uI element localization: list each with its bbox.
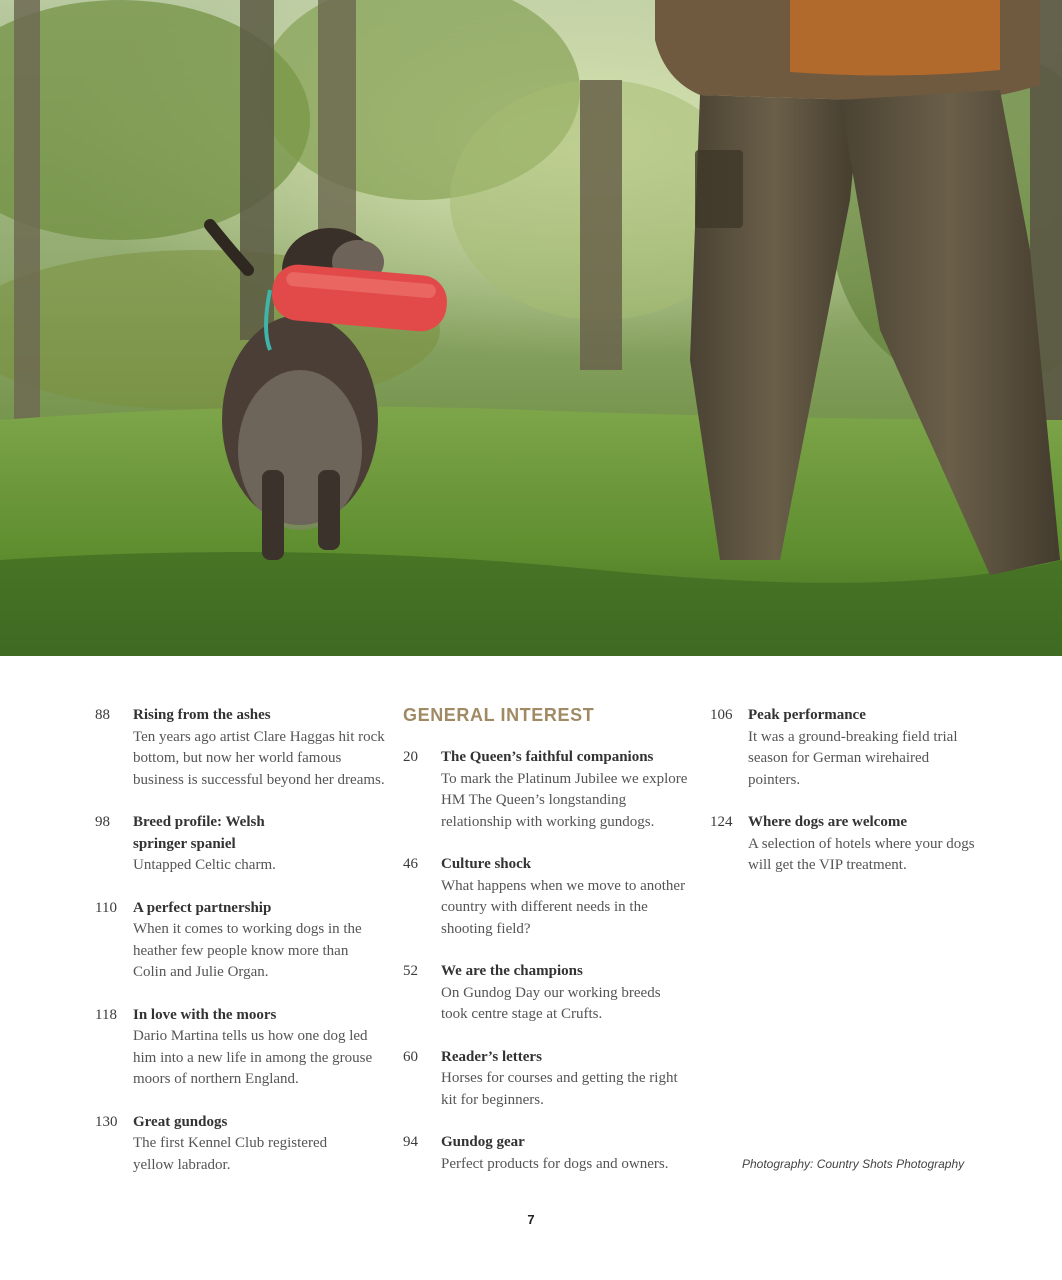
page-ref: 124 — [710, 814, 733, 830]
article-summary: Horses for courses and getting the right kit for beginners. — [441, 1070, 678, 1108]
contents-entry[interactable] — [95, 1005, 385, 1091]
contents-entry[interactable] — [710, 812, 990, 877]
contents-entry[interactable] — [403, 854, 688, 940]
page-ref: 106 — [710, 707, 733, 723]
article-summary: On Gundog Day our working breeds took centre stage at Crufts. — [441, 984, 661, 1022]
article-title: Gundog gear — [441, 1134, 525, 1150]
article-title: Breed profile: Welsh springer spaniel — [133, 814, 265, 852]
section-heading: GENERAL INTEREST — [403, 705, 595, 725]
page-ref: 118 — [95, 1006, 117, 1023]
page-ref: 20 — [403, 749, 418, 765]
page-ref: 88 — [95, 707, 110, 723]
article-title: Great gundogs — [133, 1113, 228, 1130]
article-summary: The first Kennel Club registered yellow labrador. — [133, 1135, 328, 1173]
contents-column-1 — [95, 705, 385, 1197]
article-title: Reader’s letters — [441, 1048, 542, 1065]
photo-credit: Photography: Country Shots Photography — [742, 1157, 965, 1171]
contents-entry[interactable] — [95, 898, 385, 984]
page-ref: 98 — [95, 814, 110, 830]
page-ref: 46 — [403, 856, 418, 872]
article-summary: When it comes to working dogs in the heather few people know more than Colin and Julie Organ. — [133, 921, 362, 980]
page-ref: 94 — [403, 1134, 418, 1150]
article-title: Peak performance — [748, 707, 866, 723]
article-summary: Untapped Celtic charm. — [133, 857, 276, 873]
article-title: We are the champions — [441, 963, 583, 979]
page-ref: 60 — [403, 1048, 418, 1065]
article-title: Where dogs are welcome — [748, 814, 907, 830]
contents-column-3 — [710, 705, 990, 898]
article-summary: To mark the Platinum Jubilee we explore HM The Queen’s longstanding relationship with working gundogs. — [441, 770, 688, 830]
article-summary: Ten years ago artist Clare Haggas hit rock bottom, but now her world famous business is successful beyond her dreams. — [133, 728, 385, 788]
contents-column-2 — [403, 705, 688, 1196]
contents-entry[interactable] — [403, 747, 688, 833]
contents-entry[interactable] — [403, 961, 688, 1026]
contents-entry[interactable] — [710, 705, 990, 791]
contents-entry[interactable] — [403, 1132, 688, 1175]
article-summary: A selection of hotels where your dogs will get the VIP treatment. — [748, 835, 975, 873]
article-title: Rising from the ashes — [133, 707, 271, 723]
contents-entry[interactable] — [95, 812, 385, 877]
article-title: The Queen’s faithful companions — [441, 749, 654, 765]
contents-entry[interactable] — [403, 1047, 688, 1112]
article-title: In love with the moors — [133, 1006, 277, 1023]
contents-entry[interactable] — [95, 1112, 385, 1177]
article-summary: What happens when we move to another country with different needs in the shooting field? — [441, 877, 686, 937]
page-ref: 130 — [95, 1113, 118, 1130]
page-ref: 110 — [95, 899, 117, 916]
page-number: 7 — [527, 1212, 535, 1227]
article-summary: Perfect products for dogs and owners. — [441, 1155, 669, 1172]
article-summary: It was a ground-breaking field trial season for German wirehaired pointers. — [748, 728, 958, 788]
article-summary: Dario Martina tells us how one dog led him into a new life in among the grouse moors of northern England. — [133, 1028, 373, 1087]
article-title: A perfect partnership — [133, 899, 272, 916]
article-title: Culture shock — [441, 856, 532, 872]
page-ref: 52 — [403, 963, 418, 979]
contents-entry[interactable] — [95, 705, 385, 791]
